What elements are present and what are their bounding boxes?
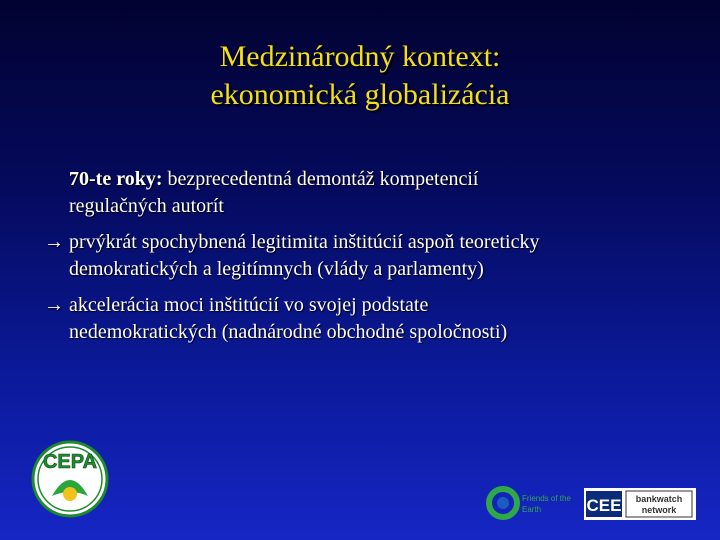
green-logo-text-1: Friends of the	[522, 494, 571, 503]
paragraph-3	[44, 292, 684, 346]
cepa-logo-text: CEPA	[42, 451, 98, 473]
paragraph-2-line-1: prvýkrát spochybnená legitimita inštitúcií aspoň teoreticky	[69, 231, 540, 253]
cee-bankwatch-logo	[584, 488, 696, 520]
paragraph-3-line-2: nedemokratických (nadnárodné obchodné spoločnosti)	[69, 321, 508, 343]
cee-logo-text: CEE	[586, 496, 622, 515]
slide-body	[44, 166, 684, 355]
title-line-1: Medzinárodný kontext:	[219, 40, 501, 73]
paragraph-1	[44, 166, 684, 220]
cepa-logo	[22, 434, 118, 520]
friends-of-earth-logo	[486, 486, 578, 520]
paragraph-2	[44, 229, 684, 283]
paragraph-1-line-2: regulačných autorít	[69, 195, 224, 217]
paragraph-2-line-2: demokratických a legitímnych (vlády a parlamenty)	[69, 258, 484, 280]
slide-title	[0, 38, 720, 114]
paragraph-3-line-1: akcelerácia moci inštitúcií vo svojej podstate	[69, 294, 429, 316]
green-logo-text-2: Earth	[522, 505, 542, 514]
paragraph-1-line-1: bezprecedentná demontáž kompetencií	[162, 168, 479, 190]
bankwatch-text-1: bankwatch	[635, 494, 683, 504]
bankwatch-text-2: network	[641, 505, 677, 515]
arrow-right-icon: →	[44, 294, 64, 316]
title-line-2: ekonomická globalizácia	[210, 78, 510, 111]
paragraph-1-lead: 70-te roky:	[69, 168, 163, 190]
arrow-right-icon: →	[44, 231, 64, 253]
